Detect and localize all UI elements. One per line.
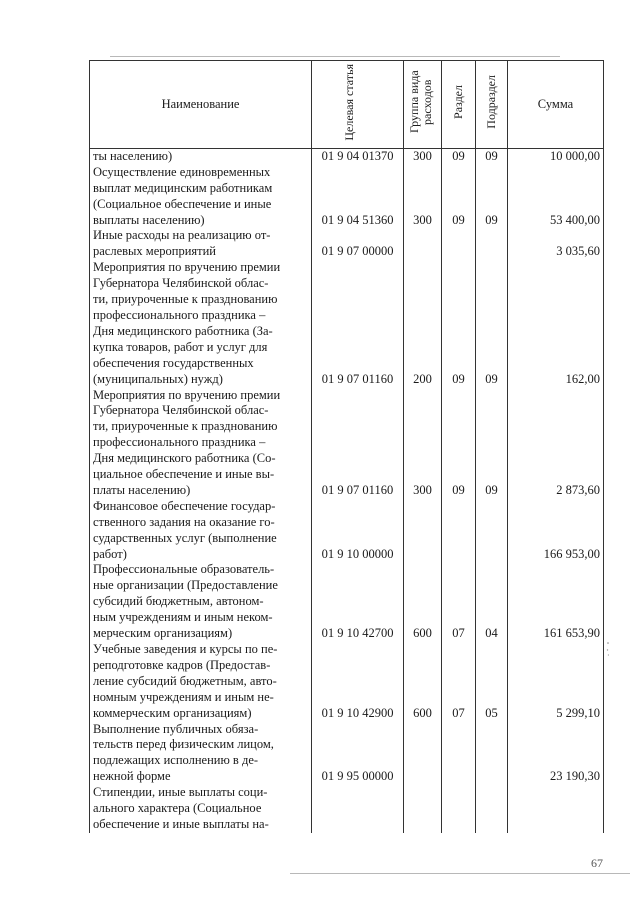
table-row	[90, 260, 604, 387]
row-target: 01 9 04 51360	[312, 165, 404, 229]
row-subsection	[476, 722, 508, 786]
row-name	[90, 165, 312, 229]
row-group: 300	[404, 165, 442, 229]
row-group: 600	[404, 562, 442, 642]
row-name	[90, 499, 312, 563]
row-target: 01 9 07 01160	[312, 388, 404, 499]
row-target: 01 9 07 01160	[312, 260, 404, 387]
name-line: Мероприятия по вручению премии	[93, 387, 281, 402]
budget-table	[89, 60, 604, 833]
table-row	[90, 722, 604, 786]
table-row	[90, 388, 604, 499]
row-group	[404, 228, 442, 260]
row-section: 09	[442, 165, 476, 229]
name-line: ти, приуроченные к празднованию	[93, 292, 278, 307]
table-row	[90, 562, 604, 642]
row-name	[90, 388, 312, 499]
row-group: 300	[404, 148, 442, 164]
name-line: циальное обеспечение и иные вы-	[93, 467, 275, 482]
row-sum: 5 299,10	[508, 642, 604, 722]
row-subsection	[476, 785, 508, 833]
name-line: (Социальное обеспечение и иные	[93, 196, 272, 211]
row-target: 01 9 07 00000	[312, 228, 404, 260]
header-section: Раздел	[442, 61, 476, 149]
name-line: тельств перед физическим лицом,	[93, 737, 274, 752]
row-name	[90, 785, 312, 833]
name-line: выплаты населению)	[93, 212, 205, 227]
name-line: подлежащих исполнению в де-	[93, 753, 259, 768]
row-sum: 3 035,60	[508, 228, 604, 260]
row-section: 07	[442, 562, 476, 642]
name-line: ального характера (Социальное	[93, 801, 262, 816]
name-line: мерческим организациям)	[93, 626, 233, 641]
name-line: ты населению)	[93, 148, 173, 163]
table-row	[90, 165, 604, 229]
name-line: Губернатора Челябинской облас-	[93, 276, 269, 291]
row-subsection: 09	[476, 388, 508, 499]
name-line: нежной форме	[93, 769, 171, 784]
name-line: обеспечение и иные выплаты на-	[93, 816, 269, 831]
header-target: Целевая статья	[312, 61, 404, 149]
row-group: 200	[404, 260, 442, 387]
name-line: Учебные заведения и курсы по пе-	[93, 642, 278, 656]
row-target: 01 9 95 00000	[312, 722, 404, 786]
name-line: обеспечения государственных	[93, 355, 254, 370]
row-sum: 2 873,60	[508, 388, 604, 499]
header-name: Наименование	[90, 61, 312, 149]
header-subsection: Подраздел	[476, 61, 508, 149]
name-line: (муниципальных) нужд)	[93, 371, 223, 386]
name-line: купка товаров, работ и услуг для	[93, 339, 268, 354]
row-name	[90, 722, 312, 786]
row-subsection: 04	[476, 562, 508, 642]
name-line: Осуществление единовременных	[93, 164, 271, 179]
table-row	[90, 642, 604, 722]
name-line: Выполнение публичных обяза-	[93, 721, 259, 736]
row-section	[442, 785, 476, 833]
table-row	[90, 228, 604, 260]
name-line: Дня медицинского работника (За-	[93, 323, 273, 338]
row-section: 09	[442, 260, 476, 387]
name-line: ление субсидий бюджетным, авто-	[93, 673, 277, 688]
header-group: Группа вида расходов	[404, 61, 442, 149]
row-section	[442, 499, 476, 563]
row-sum: 162,00	[508, 260, 604, 387]
row-target: 01 9 10 42700	[312, 562, 404, 642]
row-group	[404, 785, 442, 833]
name-line: Профессиональные образователь-	[93, 562, 275, 577]
name-line: субсидий бюджетным, автоном-	[93, 594, 264, 609]
row-subsection: 09	[476, 148, 508, 164]
name-line: ти, приуроченные к празднованию	[93, 419, 278, 434]
table-row	[90, 148, 604, 164]
name-line: реподготовке кадров (Предостав-	[93, 657, 271, 672]
name-line: ным учреждениям и иным неком-	[93, 610, 273, 625]
table-header-row	[90, 61, 604, 149]
row-section: 09	[442, 148, 476, 164]
row-target: 01 9 10 00000	[312, 499, 404, 563]
name-line: ственного задания на оказание го-	[93, 514, 275, 529]
row-section	[442, 722, 476, 786]
name-line: Стипендии, иные выплаты соци-	[93, 785, 268, 800]
row-group: 300	[404, 388, 442, 499]
row-subsection	[476, 228, 508, 260]
row-subsection	[476, 499, 508, 563]
row-sum: 53 400,00	[508, 165, 604, 229]
scan-top-rule	[110, 56, 560, 57]
page-number: 67	[591, 856, 603, 870]
row-sum: 161 653,90	[508, 562, 604, 642]
name-line: Мероприятия по вручению премии	[93, 260, 281, 275]
name-line: профессионального праздника –	[93, 307, 266, 322]
row-subsection: 05	[476, 642, 508, 722]
header-sum: Сумма	[508, 61, 604, 149]
name-line: Губернатора Челябинской облас-	[93, 403, 269, 418]
row-name	[90, 562, 312, 642]
row-sum: 10 000,00	[508, 148, 604, 164]
row-name	[90, 642, 312, 722]
name-line: ные организации (Предоставление	[93, 578, 278, 593]
row-group	[404, 722, 442, 786]
name-line: Финансовое обеспечение государ-	[93, 498, 276, 513]
row-sum: 166 953,00	[508, 499, 604, 563]
row-subsection: 09	[476, 260, 508, 387]
table-row	[90, 785, 604, 833]
row-group	[404, 499, 442, 563]
scan-bottom-rule	[290, 873, 630, 874]
row-section: 07	[442, 642, 476, 722]
row-target: 01 9 04 01370	[312, 148, 404, 164]
row-name	[90, 260, 312, 387]
name-line: номным учреждениям и иным не-	[93, 689, 274, 704]
table-row	[90, 499, 604, 563]
name-line: коммерческим организациям)	[93, 705, 252, 720]
row-group: 600	[404, 642, 442, 722]
scan-specks	[606, 640, 610, 658]
row-target: 01 9 10 42900	[312, 642, 404, 722]
row-section	[442, 228, 476, 260]
name-line: выплат медицинским работникам	[93, 180, 273, 195]
name-line: платы населению)	[93, 482, 191, 497]
row-sum: 23 190,30	[508, 722, 604, 786]
name-line: профессионального праздника –	[93, 435, 266, 450]
row-name	[90, 228, 312, 260]
row-name	[90, 148, 312, 164]
row-subsection: 09	[476, 165, 508, 229]
row-target	[312, 785, 404, 833]
row-section: 09	[442, 388, 476, 499]
name-line: работ)	[93, 546, 127, 561]
name-line: Дня медицинского работника (Со-	[93, 451, 276, 466]
name-line: раслевых мероприятий	[93, 244, 216, 259]
name-line: Иные расходы на реализацию от-	[93, 228, 271, 243]
name-line: сударственных услуг (выполнение	[93, 530, 277, 545]
row-sum	[508, 785, 604, 833]
